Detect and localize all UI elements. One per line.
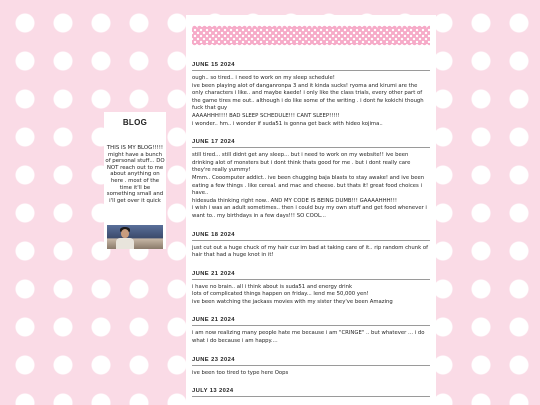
post-line: i am now realizing many people hate me because i am "CRINGE" .. but whatever ... i do what i do because i am happy.... bbox=[192, 330, 425, 345]
post-body bbox=[192, 152, 430, 220]
post-body bbox=[192, 330, 430, 345]
blog-post bbox=[192, 139, 430, 220]
post-line: ive been playing alot of danganronpa 3 and it kinda sucks! ryoma and kirumi are the only characters i like.. and maybe kaede! i only like the class trials, every other part of the game tires me out.. although i do like some of the writing . i dont fw kokichi though fuck that guy bbox=[192, 82, 424, 112]
blog-main bbox=[186, 15, 436, 405]
blog-post bbox=[192, 232, 430, 260]
post-line: i wish i was an adult sometimes.. then i could buy my own stuff and get food whenever i want to.. my birthdays in a few days!!! SO COOL... bbox=[192, 205, 427, 219]
post-line: lots of complicated things happen on friday... lend me 50,000 yen! bbox=[192, 291, 369, 298]
sidebar-title: BLOG bbox=[122, 118, 148, 127]
blog-post bbox=[192, 388, 430, 397]
post-body bbox=[192, 245, 430, 260]
post-list bbox=[192, 62, 430, 401]
post-line: ough.. so tired.. i need to work on my sleep schedule! bbox=[192, 75, 335, 81]
post-line: still tired... still didnt get any sleep... but i need to work on my website!! ive been drinking alot of monsters but i dont think thats good for me . but i dont really care they're really yummy! bbox=[192, 152, 411, 174]
blog-post bbox=[192, 357, 430, 378]
post-line: ive been watching the jackass movies with my sister they've been Amazing bbox=[192, 298, 393, 305]
post-line: i wonder.. hm.. i wonder if suda51 is gonna get back with hideo kojima.. bbox=[192, 120, 383, 127]
sidebar bbox=[104, 112, 166, 249]
post-line: just cut out a huge chuck of my hair cuz im bad at taking care of it.. rip random chunk of hair that had a huge knot in it! bbox=[192, 244, 428, 259]
avatar bbox=[107, 225, 163, 249]
post-date: JULY 13 2024 bbox=[192, 388, 430, 397]
blog-post bbox=[192, 317, 430, 345]
post-body bbox=[192, 284, 430, 307]
post-date: JUNE 18 2024 bbox=[192, 232, 430, 241]
blog-post bbox=[192, 62, 430, 128]
post-date: JUNE 21 2024 bbox=[192, 271, 430, 280]
post-body bbox=[192, 370, 430, 378]
post-line: ive been too tired to type here Oops bbox=[192, 369, 289, 376]
post-line: AAAAHHH!!!! BAD SLEEP SCHEDULE!!! CANT SLEEP!!!!! bbox=[192, 112, 340, 119]
post-line: Mmm.. Cooomputer addict.. ive been chugging baja blasts to stay awake! and ive been eating a few things . like cereal. and mac and cheese. but thats it! great food choices i have.. bbox=[192, 174, 425, 197]
post-date: JUNE 15 2024 bbox=[192, 62, 430, 71]
post-line: i have no brain.. all i think about is suda51 and energy drink bbox=[192, 283, 353, 290]
sidebar-description: THIS IS MY BLOG!!!!! might have a bunch of personal stuff... DO NOT reach out to me about anything on here . most of the time it'll be something small and i'll get over it quick bbox=[105, 145, 165, 204]
post-line: hidesuda thinking right now.. AND MY CODE IS BEING DUMB!!! GAAAAHHH!!! bbox=[192, 197, 397, 204]
post-date: JUNE 23 2024 bbox=[192, 357, 430, 366]
post-date: JUNE 21 2024 bbox=[192, 317, 430, 326]
post-date: JUNE 17 2024 bbox=[192, 139, 430, 148]
lace-banner bbox=[192, 27, 430, 44]
post-body bbox=[192, 75, 430, 128]
blog-post bbox=[192, 271, 430, 307]
